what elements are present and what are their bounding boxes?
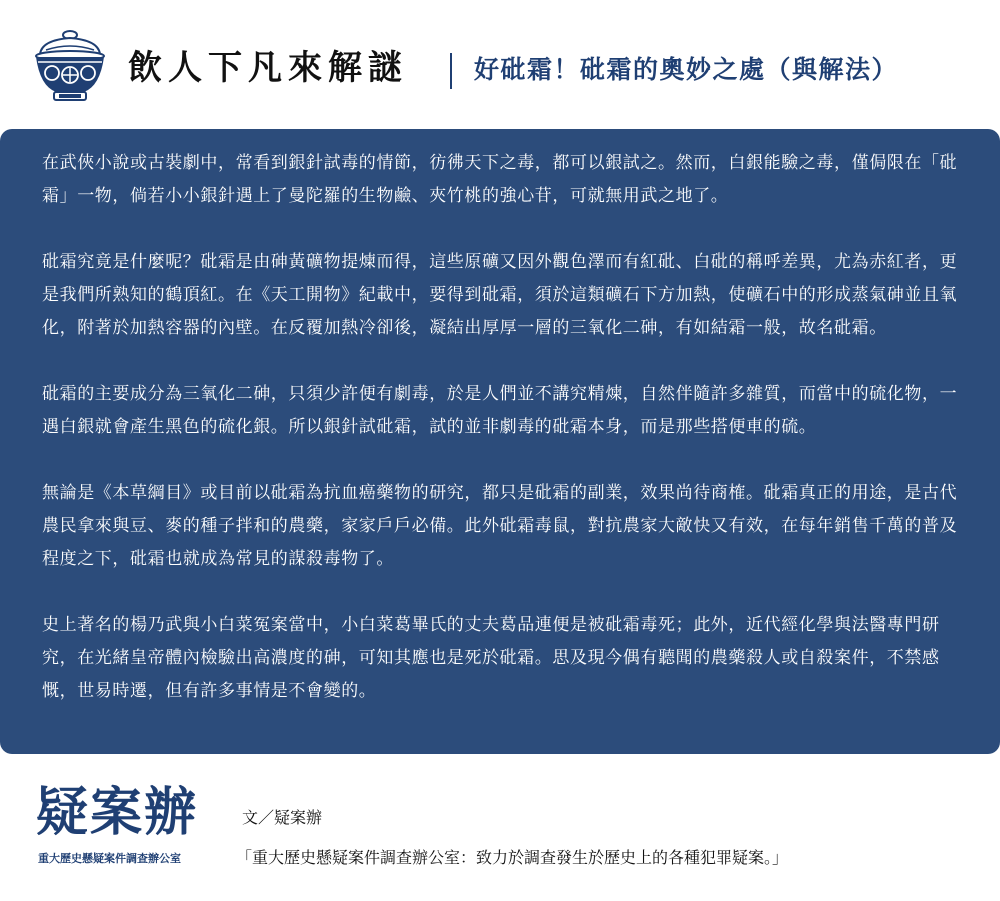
footer-office-name: 重大歷史懸疑案件調查辦公室 [38,852,181,865]
article-title: 好砒霜！砒霜的奧妙之處（與解法） [474,55,899,84]
author-description: 「重大歷史懸疑案件調查辦公室：致力於調查發生於歷史上的各種犯罪疑案。」 [236,848,789,867]
article-paragraph: 砒霜的主要成分為三氧化二砷，只須少許便有劇毒，於是人們並不講究精煉，自然伴隨許多雜質，而當中的硫化物，一遇白銀就會產生黑色的硫化銀。所以銀針試砒霜，試的並非劇毒的砒霜本身，而是那些搭便車的硫。 [42,384,958,437]
header [0,0,1000,128]
series-title: 飲人下凡來解謎 [128,48,408,88]
footer-brand-logo: 疑案辦 [36,782,199,843]
article-paragraph: 砒霜究竟是什麼呢？砒霜是由砷黃礦物提煉而得，這些原礦又因外觀色澤而有紅砒、白砒的稱呼差異，尤為赤紅者，更是我們所熟知的鶴頂紅。在《天工開物》紀載中，要得到砒霜，須於這類礦石下方加熱，使礦石中的形成蒸氣砷並且氧化，附著於加熱容器的內壁。在反覆加熱冷卻後，凝結出厚厚一層的三氧化二砷，有如結霜一般，故名砒霜。 [42,252,958,338]
header-divider [450,53,452,89]
article-paragraph: 無論是《本草綱目》或目前以砒霜為抗血癌藥物的研究，都只是砒霜的副業，效果尚待商榷。砒霜真正的用途，是古代農民拿來與豆、麥的種子拌和的農藥，家家戶戶必備。此外砒霜毒鼠，對抗農家大敵快又有效，在每年銷售千萬的普及程度之下，砒霜也就成為常見的謀殺毒物了。 [42,483,958,569]
lidded-teacup-icon [30,26,110,106]
article-paragraph: 史上著名的楊乃武與小白菜冤案當中，小白菜葛畢氏的丈夫葛品連便是被砒霜毒死；此外，近代經化學與法醫專門研究，在光緒皇帝體內檢驗出高濃度的砷，可知其應也是死於砒霜。思及現今偶有聽聞的農藥殺人或自殺案件，不禁感慨，世易時遷，但有許多事情是不會變的。 [42,615,940,701]
article-paragraph: 在武俠小說或古裝劇中，常看到銀針試毒的情節，彷彿天下之毒，都可以銀試之。然而，白銀能驗之毒，僅侷限在「砒霜」一物，倘若小小銀針遇上了曼陀羅的生物鹼、夾竹桃的強心苷，可就無用武之地了。 [42,153,958,206]
article-body [0,129,1000,754]
author-byline: 文／疑案辦 [242,808,323,827]
